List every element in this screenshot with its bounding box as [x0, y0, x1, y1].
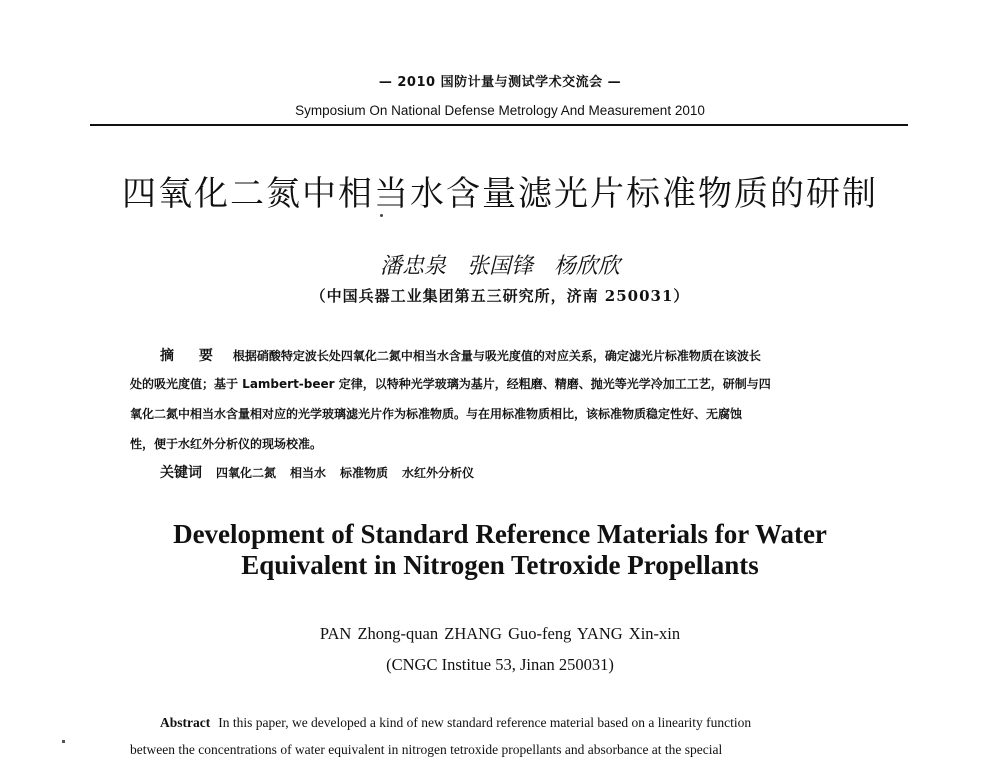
paper-title-cn: 四氧化二氮中相当水含量滤光片标准物质的研制 [122, 174, 878, 214]
abstract-cn-line-2: 处的吸光度值；基于 Lambert-beer 定律，以特种光学玻璃为基片，经粗磨、精磨、抛光等光学冷加工工艺，研制与四 [130, 377, 771, 391]
authors-en: PAN Zhong-quan ZHANG Guo-feng YANG Xin-xin [319, 624, 681, 643]
abstract-en-text-1: In this paper, we developed a kind of new standard reference material based on a linearity function [218, 715, 752, 730]
authors-cn: 潘忠泉 张国锋 杨欣欣 [380, 254, 620, 279]
keyword-3: 标准物质 [340, 466, 389, 480]
abstract-en-line-1 [160, 715, 870, 731]
abstract-cn-line-1 [160, 345, 870, 365]
abstract-cn-line-3: 氧化二氮中相当水含量相对应的光学玻璃滤光片作为标准物质。与在用标准物质相比，该标准物质稳定性好、无腐蚀 [130, 407, 743, 421]
abstract-en-line-2: between the concentrations of water equivalent in nitrogen tetroxide propellants and absorbance at the special [130, 742, 723, 757]
keyword-4: 水红外分析仪 [402, 466, 475, 480]
conference-header-cn: — 2010 国防计量与测试学术交流会 — [378, 75, 622, 90]
keywords-cn [160, 462, 870, 482]
speck [380, 214, 383, 217]
keyword-1: 四氧化二氮 [216, 466, 277, 480]
conference-header-en: Symposium On National Defense Metrology And Measurement 2010 [295, 103, 705, 118]
keywords-cn-label: 关键词 [160, 465, 202, 481]
abstract-en-label: Abstract [160, 715, 211, 730]
abstract-cn-label: 摘 要 [160, 348, 223, 364]
paper-title-en-line-1: Development of Standard Reference Materials for Water [173, 519, 827, 549]
affiliation-cn: （中国兵器工业集团第五三研究所，济南 250031） [310, 287, 690, 305]
header-rule [90, 124, 908, 126]
keyword-2: 相当水 [290, 466, 327, 480]
affiliation-en: (CNGC Institue 53, Jinan 250031) [386, 655, 614, 674]
paper-title-en [0, 519, 1000, 581]
margin-speck [62, 740, 65, 743]
paper-title-en-line-2: Equivalent in Nitrogen Tetroxide Propellants [241, 550, 759, 580]
abstract-cn-line-4: 性，便于水红外分析仪的现场校准。 [130, 437, 323, 451]
abstract-cn-text-1: 根据硝酸特定波长处四氧化二氮中相当水含量与吸光度值的对应关系，确定滤光片标准物质在该波长 [232, 349, 761, 363]
